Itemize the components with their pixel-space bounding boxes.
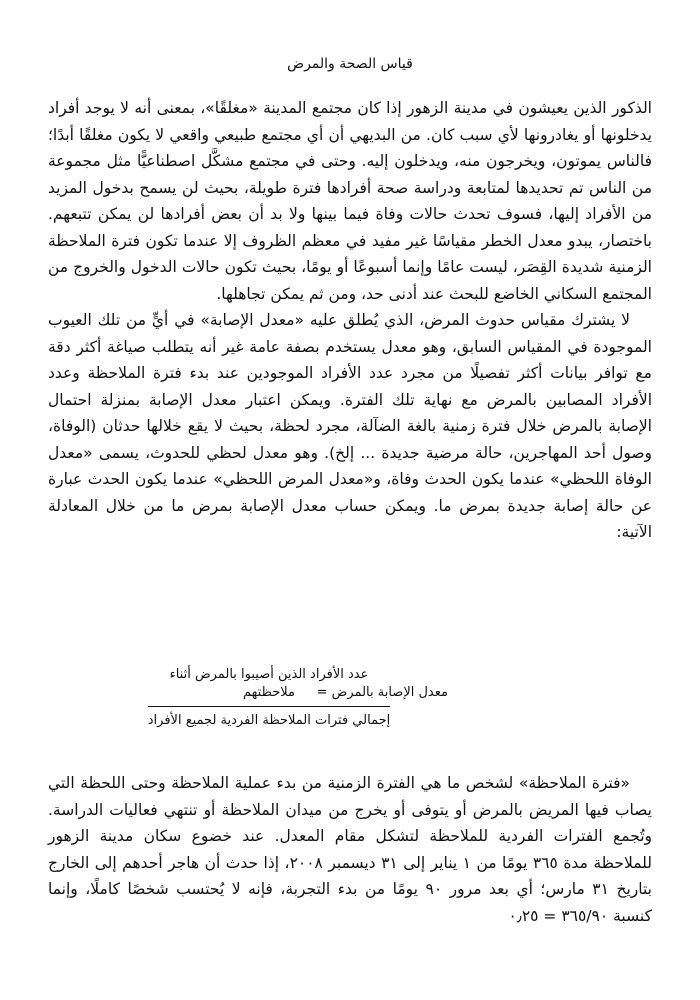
paragraph: «فترة الملاحظة» لشخص ما هي الفترة الزمنية من بدء عملية الملاحظة وحتى اللحظة التي يصاب فيها المريض بالمرض أو يتوفى أو يخرج من ميدان الملاحظة أو تنتهي فعاليات الدراسة. وتُجمع الفترات الفردية للملاحظة لتشكل مقام المعدل. عند خضوع سكان مدينة الزهور للملاحظة مدة ٣٦٥ يومًا من ١ يناير إلى ٣١ ديسمبر ٢٠٠٨، إذا حدث أن هاجر أحدهم إلى الخارج بتاريخ ٣١ مارس؛ أي بعد مرور ٩٠ يومًا من بدء التجربة، فإنه لا يُحتسب شخصًا كاملًا، وإنما كنسبة ٣٦٥/٩٠ = ٠٫٢٥ bbox=[48, 774, 653, 925]
incidence-rate-equation bbox=[0, 666, 700, 726]
equation-denominator: إجمالي فترات الملاحظة الفردية لجميع الأفراد bbox=[147, 713, 391, 728]
body-text-top bbox=[48, 95, 652, 546]
body-text-bottom bbox=[48, 770, 652, 929]
paragraph: الذكور الذين يعيشون في مدينة الزهور إذا كان مجتمع المدينة «مغلقًا»، بمعنى أنه لا يوجد أفراد يدخلونها أو يغادرونها لأي سبب كان. من البديهي أن أي مجتمع طبيعي واقعي لا يكون مغلقًا أبدًا؛ فالناس يموتون، ويخرجون منه، ويدخلون إليه. وحتى في مجتمع مشكَّل اصطناعيًّا مثل مجموعة من الناس تم تحديدها لمتابعة ودراسة صحة أفرادها فترة طويلة، بحيث لن يسمح بدخول المزيد من الأفراد إليها، فسوف تحدث حالات وفاة فيما بينها ولا بد أن بعض أفرادها لن يمكن تتبعهم. باختصار، يبدو معدل الخطر مقياسًا غير مفيد في معظم الظروف إلا عندما تكون فترة الملاحظة الزمنية شديدة القِصَر، ليست عامًا وإنما أسبوعًا أو يومًا، بحيث تكون حالات الدخول والخروج من المجتمع السكاني الخاضع للبحث عند أدنى حد، ومن ثم يمكن تجاهلها. bbox=[48, 99, 652, 303]
equation-numerator: عدد الأفراد الذين أصيبوا بالمرض أثناء ملاحظتهم bbox=[169, 667, 369, 700]
running-title: قياس الصحة والمرض bbox=[287, 56, 413, 72]
equation-fraction bbox=[144, 666, 394, 730]
paragraph: لا يشترك مقياس حدوث المرض، الذي يُطلق عليه «معدل الإصابة» في أيٍّ من تلك العيوب الموجودة في المقياس السابق، وهو معدل يستخدم بصفة عامة غير أنه يتطلب صياغة أكثر دقة مع توافر بيانات أكثر تفصيلًا من مجرد عدد الأفراد الموجودين عند بدء فترة الملاحظة وعدد الأفراد المصابين بالمرض مع نهاية تلك الفترة. ويمكن اعتبار معدل الإصابة بمنزلة احتمال الإصابة بالمرض خلال فترة زمنية بالغة الضآلة، مجرد لحظة، بحيث لا يقع خلالها حدثان (الوفاة، وصول أحد المهاجرين، حالة مرضية جديدة ... إلخ). وهو معدل لحظي للحدوث، يسمى «معدل الوفاة اللحظي» عندما يكون الحدث وفاة، و«معدل المرض اللحظي» عندما يكون الحدث عبارة عن حالة إصابة جديدة بمرض ما. ويمكن حساب معدل الإصابة بمرض ما من خلال المعادلة الآتية: bbox=[48, 311, 652, 541]
equation-lhs: معدل الإصابة بالمرض = bbox=[316, 685, 448, 700]
